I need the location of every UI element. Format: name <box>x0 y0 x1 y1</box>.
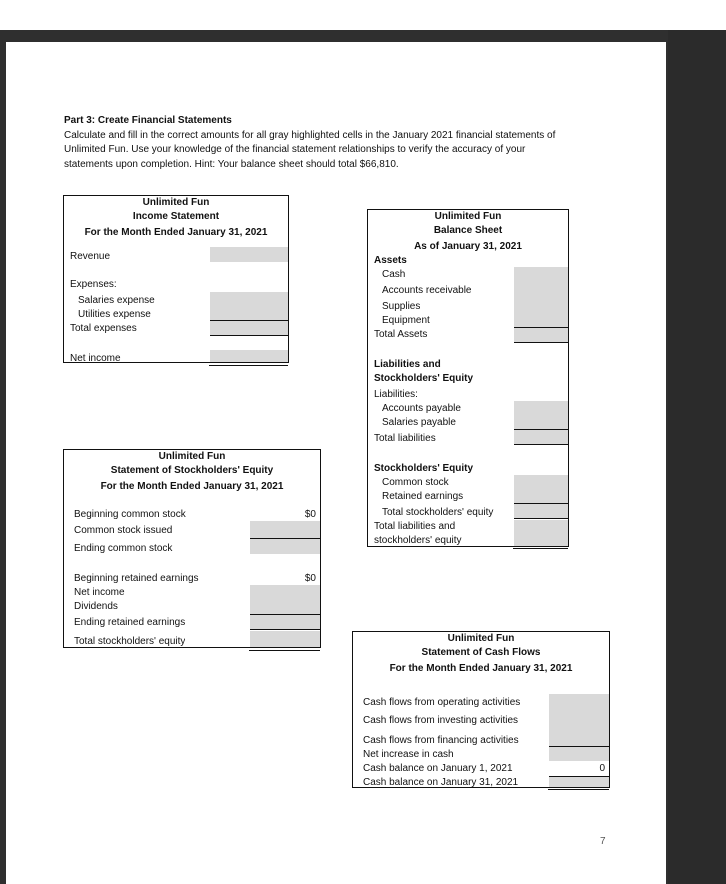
cs-issued-label: Common stock issued <box>74 525 173 536</box>
utilities-expense-label: Utilities expense <box>78 309 151 320</box>
end-re-label: Ending retained earnings <box>74 617 186 628</box>
double-underline <box>513 548 568 549</box>
cs-issued-cell[interactable] <box>250 521 320 538</box>
underline <box>250 629 320 630</box>
equity-statement <box>63 449 321 648</box>
double-underline <box>209 365 288 366</box>
cf-title: Statement of Cash Flows <box>421 647 541 658</box>
net-increase-cell[interactable] <box>549 747 609 761</box>
total-le-cell[interactable] <box>514 520 568 546</box>
double-underline <box>249 650 320 651</box>
net-income-label: Net income <box>74 587 125 598</box>
total-assets-cell[interactable] <box>514 328 568 342</box>
beg-re-label: Beginning retained earnings <box>74 573 199 584</box>
beg-cs-label: Beginning common stock <box>74 509 186 520</box>
income-period: For the Month Ended January 31, 2021 <box>84 227 268 238</box>
net-income-label: Net income <box>70 353 121 362</box>
liabilities-cells[interactable] <box>514 401 568 429</box>
se-heading: Stockholders' Equity <box>374 463 474 474</box>
total-le-label-1: Total liabilities and <box>374 521 456 532</box>
assets-cells[interactable] <box>514 267 568 327</box>
supplies-label: Supplies <box>382 301 421 312</box>
net-income-cell[interactable] <box>210 350 288 362</box>
cf-company: Unlimited Fun <box>447 633 515 644</box>
top-band <box>0 0 726 30</box>
end-cs-label: Ending common stock <box>74 543 173 554</box>
retained-earnings-label: Retained earnings <box>382 491 464 502</box>
assets-heading: Assets <box>374 255 407 266</box>
ni-div-cells[interactable] <box>250 585 320 614</box>
dividends-label: Dividends <box>74 601 118 612</box>
revenue-label: Revenue <box>70 251 111 262</box>
total-expenses-cell[interactable] <box>210 321 288 335</box>
total-liabilities-cell[interactable] <box>514 430 568 444</box>
total-liabilities-label: Total liabilities <box>374 433 436 444</box>
total-expenses-label: Total expenses <box>70 323 137 334</box>
total-se-cell[interactable] <box>250 631 320 647</box>
instruction-line-1: Calculate and fill in the correct amounts for all gray highlighted cells in the January 2021 financial statements of <box>64 129 556 141</box>
ar-label: Accounts receivable <box>382 285 472 296</box>
total-se-label: Total stockholders' equity <box>74 636 186 646</box>
underline <box>514 342 568 343</box>
underline <box>514 518 568 519</box>
expenses-label: Expenses: <box>70 279 117 290</box>
beg-re-value: $0 <box>304 573 316 584</box>
page-number: 7 <box>600 836 606 847</box>
total-se-label: Total stockholders' equity <box>382 507 494 518</box>
section-heading: Part 3: Create Financial Statements <box>64 115 232 126</box>
beg-cs-value: $0 <box>304 509 316 520</box>
underline <box>210 335 288 336</box>
beg-cash-value: 0 <box>599 763 605 774</box>
bs-company: Unlimited Fun <box>434 211 502 222</box>
se-period: For the Month Ended January 31, 2021 <box>100 481 284 492</box>
total-assets-label: Total Assets <box>374 329 428 340</box>
investing-label: Cash flows from investing activities <box>363 715 519 726</box>
liab-eq-heading-2: Stockholders' Equity <box>374 373 474 384</box>
underline <box>514 444 568 445</box>
total-se-cell[interactable] <box>514 504 568 518</box>
end-cs-cell[interactable] <box>250 539 320 554</box>
total-le-label-2: stockholders' equity <box>374 535 462 545</box>
end-cash-cell[interactable] <box>549 777 609 787</box>
end-cash-label: Cash balance on January 31, 2021 <box>363 777 519 787</box>
income-statement <box>63 195 289 363</box>
liab-eq-heading-1: Liabilities and <box>374 359 441 370</box>
double-underline <box>548 789 609 790</box>
revenue-cell[interactable] <box>210 247 288 262</box>
salaries-expense-label: Salaries expense <box>78 295 155 306</box>
financing-label: Cash flows from financing activities <box>363 735 519 746</box>
operating-label: Cash flows from operating activities <box>363 697 521 708</box>
se-title: Statement of Stockholders' Equity <box>110 465 274 476</box>
instruction-line-2: Unlimited Fun. Use your knowledge of the financial statement relationships to verify the accuracy of your <box>64 144 526 155</box>
instructions <box>64 114 624 172</box>
income-title: Income Statement <box>132 211 220 222</box>
cf-period: For the Month Ended January 31, 2021 <box>389 663 573 674</box>
ap-label: Accounts payable <box>382 403 461 414</box>
expenses-cell[interactable] <box>210 292 288 320</box>
bs-title: Balance Sheet <box>433 225 503 236</box>
activities-cells[interactable] <box>549 694 609 746</box>
se-cells[interactable] <box>514 475 568 503</box>
income-company: Unlimited Fun <box>142 197 210 208</box>
sp-label: Salaries payable <box>382 417 456 428</box>
beg-cash-label: Cash balance on January 1, 2021 <box>363 763 513 774</box>
balance-sheet <box>367 209 569 547</box>
viewer-sidebar[interactable] <box>668 30 726 884</box>
instruction-line-3: statements upon completion. Hint: Your balance sheet should total $66,810. <box>64 158 399 170</box>
cash-label: Cash <box>382 269 406 280</box>
bs-date: As of January 31, 2021 <box>414 241 522 252</box>
se-company: Unlimited Fun <box>158 451 226 462</box>
net-increase-label: Net increase in cash <box>363 749 454 760</box>
common-stock-label: Common stock <box>382 477 449 488</box>
liabilities-label: Liabilities: <box>374 389 418 400</box>
equipment-label: Equipment <box>382 315 430 326</box>
cash-flow-statement <box>352 631 610 788</box>
end-re-cell[interactable] <box>250 615 320 629</box>
